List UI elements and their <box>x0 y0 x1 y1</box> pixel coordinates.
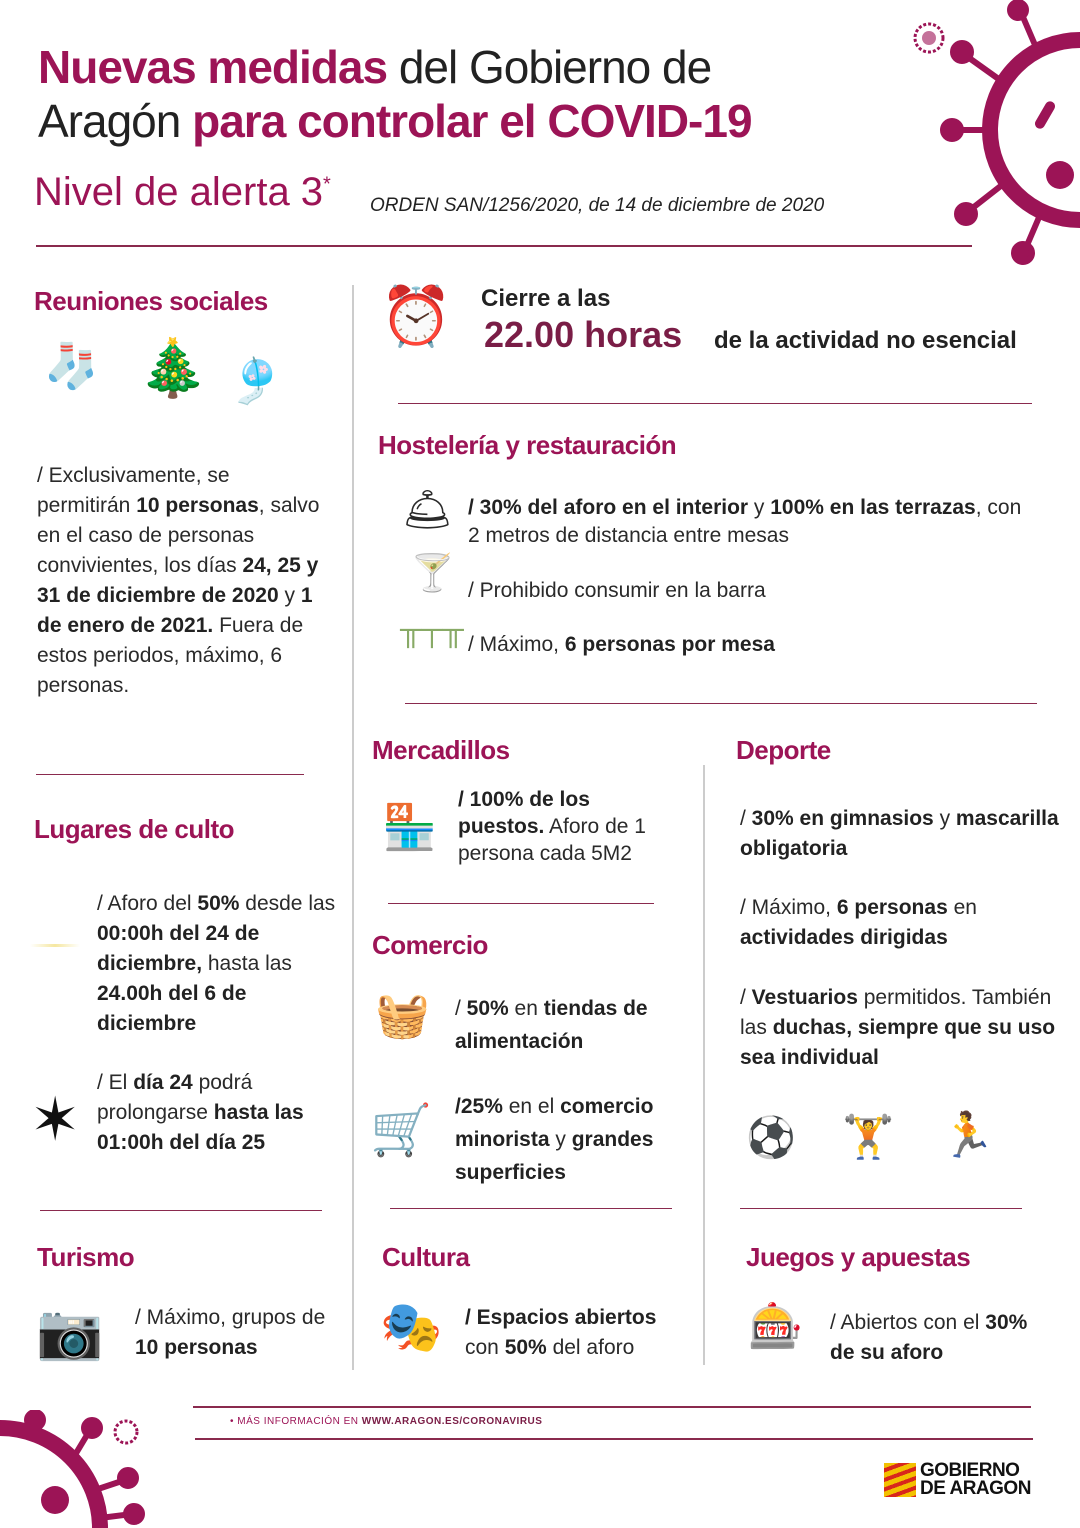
alert-footnote-mark: * <box>323 173 331 196</box>
text-emphasis: 50% <box>504 1336 547 1359</box>
text-segment: Aragón <box>38 95 193 147</box>
text-segment: / Aforo del <box>97 892 198 915</box>
text-segment: hasta las <box>202 952 292 975</box>
text-segment: en <box>947 896 977 919</box>
weightlifter-icon: 🏋 <box>842 1113 895 1160</box>
divider <box>36 245 972 247</box>
text-segment: Aforo de 1 persona cada 5M2 <box>458 815 646 865</box>
comercio-item <box>455 1090 695 1189</box>
deporte-item <box>740 983 1060 1073</box>
text-emphasis: /25% <box>455 1095 503 1118</box>
camera-icon: 📷 <box>36 1302 104 1362</box>
more-info <box>230 1416 542 1427</box>
deporte-item <box>740 804 1060 864</box>
title-line-1 <box>38 40 752 94</box>
text-segment: / <box>740 807 752 830</box>
text-emphasis: duchas, siempre que su uso sea individual <box>740 1016 1056 1069</box>
page-title <box>38 40 752 148</box>
text-segment: desde las <box>239 892 336 915</box>
turismo-text <box>135 1303 345 1363</box>
food-basket-icon: 🧺 <box>375 991 430 1040</box>
text-emphasis: 50% <box>197 892 240 915</box>
text-emphasis: 30% en gimnasios <box>751 807 934 830</box>
comercio-item <box>455 992 695 1058</box>
divider <box>740 1208 1022 1209</box>
text-segment: del Gobierno de <box>387 41 712 93</box>
text-emphasis: 24.00h del 6 de diciembre <box>97 982 247 1035</box>
text-emphasis: 1 de enero de 2021. <box>37 584 313 637</box>
text-emphasis: 50% <box>466 997 509 1020</box>
cierre-hours: 22.00 horas <box>484 314 683 355</box>
runner-icon: 🏃 <box>940 1111 995 1160</box>
christmas-tree-icon: 🎄 <box>138 336 208 399</box>
text-emphasis: comercio minorista <box>455 1095 654 1151</box>
divider <box>398 403 1032 404</box>
shopping-cart-icon: 🛒 <box>370 1102 433 1158</box>
text-segment: / Exclusivamente, se permitirán <box>37 464 230 517</box>
more-info-link[interactable]: WWW.ARAGON.ES/CORONAVIRUS <box>361 1416 543 1427</box>
text-segment: con <box>465 1336 505 1359</box>
soccer-ball-icon: ⚽ <box>746 1116 796 1160</box>
text-emphasis: / Espacios abiertos <box>465 1306 657 1329</box>
alarm-clock-icon: ⏰ <box>380 284 453 349</box>
small-virus-bottom-icon <box>108 1414 144 1450</box>
text-segment: / Prohibido consumir en la barra <box>468 579 766 602</box>
text-emphasis: Vestuarios <box>751 986 858 1009</box>
text-segment: y <box>748 496 771 519</box>
section-title-cultura: Cultura <box>382 1242 470 1272</box>
text-segment: / Máximo, <box>468 633 565 656</box>
cierre-label: Cierre a las <box>481 285 611 312</box>
divider <box>36 774 304 775</box>
logo-text: GOBIERNO <box>920 1460 1020 1481</box>
text-segment: , con 2 metros de distancia entre mesas <box>468 496 1022 547</box>
cloche-icon: 🛎 <box>402 488 453 532</box>
text-segment: / El <box>97 1071 134 1094</box>
text-emphasis: 10 personas <box>135 1336 258 1359</box>
logo-text: DE ARAGON <box>920 1478 1031 1499</box>
text-emphasis: 100% en las terrazas <box>770 496 976 519</box>
more-info-label: • MÁS INFORMACIÓN EN <box>230 1416 362 1427</box>
culto-item <box>97 889 347 1039</box>
section-title-mercadillos: Mercadillos <box>372 735 510 765</box>
text-segment: / <box>455 997 467 1020</box>
text-segment: del aforo <box>546 1336 635 1359</box>
juegos-text <box>830 1308 1050 1368</box>
culto-item <box>97 1068 337 1158</box>
table-chairs-icon: ╥┬╥ <box>400 613 464 646</box>
alert-level-text: Nivel de alerta 3 <box>34 170 324 214</box>
christmas-stocking-icon: 🧦 <box>44 342 99 391</box>
column-divider <box>352 285 354 1370</box>
section-title-deporte: Deporte <box>736 735 831 765</box>
divider <box>390 1208 672 1209</box>
text-segment: y <box>933 807 956 830</box>
gobierno-aragon-logo <box>884 1462 1031 1498</box>
section-title-comercio: Comercio <box>372 930 488 960</box>
theater-masks-icon: 🎭 <box>380 1299 443 1355</box>
cocktail-icon: 🍸 <box>410 552 455 593</box>
text-emphasis: 30% de su aforo <box>830 1311 1028 1364</box>
reuniones-text <box>37 461 327 701</box>
text-segment: / Abiertos con el <box>830 1311 986 1334</box>
text-emphasis: para controlar el COVID-19 <box>192 95 752 147</box>
text-segment: podrá prolongarse <box>97 1071 253 1124</box>
text-emphasis: día 24 <box>133 1071 193 1094</box>
text-emphasis: hasta las 01:00h del día 25 <box>97 1101 304 1154</box>
christmas-ornaments-icon: 🎐 <box>228 357 283 406</box>
text-segment: en <box>508 997 544 1020</box>
section-title-reuniones: Reuniones sociales <box>34 286 268 316</box>
deporte-item <box>740 893 1060 953</box>
divider <box>193 1406 1031 1408</box>
text-emphasis: tiendas de alimentación <box>455 997 648 1053</box>
hosteleria-item <box>468 494 1038 550</box>
small-virus-icon <box>905 14 953 62</box>
text-emphasis: 24, 25 y 31 de diciembre de 2020 <box>37 554 319 607</box>
divider <box>40 1210 322 1211</box>
text-segment: y <box>278 584 301 607</box>
text-emphasis: Nuevas medidas <box>38 41 388 93</box>
text-segment: / Máximo, grupos de <box>135 1306 326 1329</box>
poker-chips-icon: 🎰 <box>748 1302 803 1351</box>
text-segment: / Máximo, <box>740 896 837 919</box>
star-sparkle-icon: ✶ <box>30 1086 81 1153</box>
divider <box>195 1438 1033 1440</box>
divider <box>405 703 1037 704</box>
text-emphasis: 10 personas <box>136 494 259 517</box>
text-emphasis: 6 personas <box>836 896 948 919</box>
divider <box>388 903 654 904</box>
text-emphasis: actividades dirigidas <box>740 926 948 949</box>
section-title-culto: Lugares de culto <box>34 814 235 844</box>
text-emphasis: 6 personas por mesa <box>564 633 775 656</box>
order-reference: ORDEN SAN/1256/2020, de 14 de diciembre de 2020 <box>370 195 825 216</box>
text-emphasis: / 100% de los puestos. <box>458 788 590 838</box>
sparkle-icon <box>30 944 80 947</box>
hosteleria-item <box>468 630 775 660</box>
section-title-hosteleria: Hostelería y restauración <box>378 430 677 460</box>
text-segment: Fuera de estos periodos, máximo, 6 personas. <box>37 614 304 697</box>
section-title-juegos: Juegos y apuestas <box>746 1242 971 1272</box>
text-emphasis: grandes superficies <box>455 1128 654 1184</box>
text-emphasis: mascarilla obligatoria <box>740 807 1059 860</box>
text-segment: permitidos. También las <box>740 986 1052 1039</box>
alert-level <box>34 170 331 215</box>
hosteleria-item <box>468 576 766 606</box>
aragon-flag-icon <box>884 1463 916 1497</box>
text-emphasis: / 30% del aforo en el interior <box>468 496 749 519</box>
section-title-turismo: Turismo <box>37 1242 135 1272</box>
text-segment: y <box>549 1128 572 1151</box>
cultura-text <box>465 1303 695 1363</box>
virus-decoration-icon <box>940 0 1080 270</box>
text-segment: en el <box>502 1095 561 1118</box>
column-divider <box>703 765 705 1365</box>
mercadillos-text <box>458 786 678 867</box>
text-segment: , salvo en el caso de personas convivientes, los días <box>37 494 320 577</box>
title-line-2 <box>38 94 752 148</box>
text-segment: / <box>740 986 752 1009</box>
cierre-description: de la actividad no esencial <box>714 327 1017 354</box>
text-emphasis: 00:00h del 24 de diciembre, <box>97 922 260 975</box>
market-stall-icon: 🏪 <box>382 803 437 852</box>
